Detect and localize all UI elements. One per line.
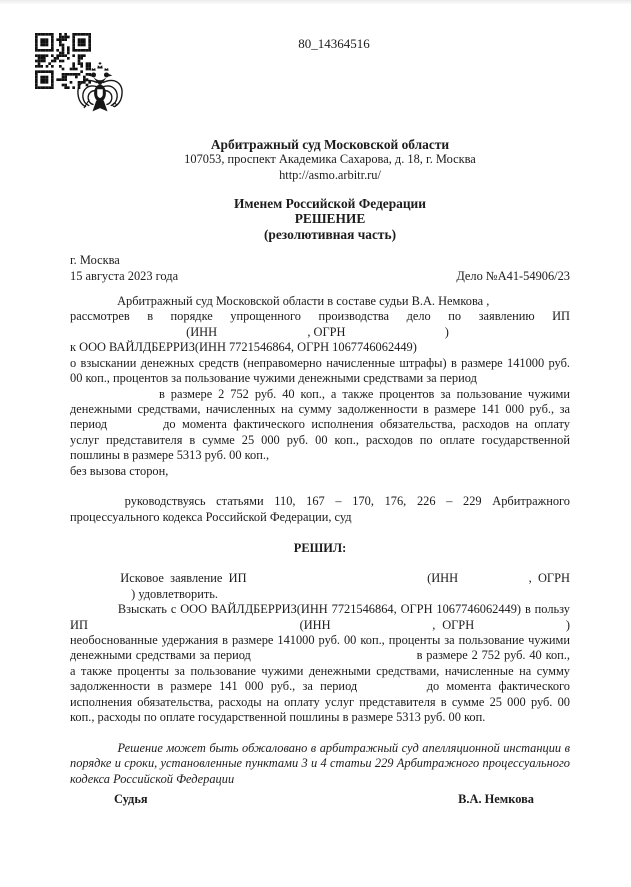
text-line: исполнения обязательства, расходы на оплату услуг представителя в сумме 25 000 руб. 00 xyxy=(70,694,570,709)
redacted-blank xyxy=(481,628,559,629)
court-name: Арбитражный суд Московской области xyxy=(210,136,450,152)
text-line: руководствуясь статьями 110, 167 – 170, 176, 226 – 229 Арбитражного xyxy=(70,494,570,509)
redacted-blank xyxy=(70,597,128,598)
redacted-blank xyxy=(220,335,304,336)
redacted-blank xyxy=(70,397,153,398)
redacted-blank xyxy=(364,689,419,690)
russia-coat-of-arms-icon xyxy=(73,61,127,121)
redacted-blank xyxy=(464,581,522,582)
text-line: процессуального кодекса Российской Федерации, суд xyxy=(70,509,352,524)
decision-subtitle: (резолютивная часть) xyxy=(263,226,397,242)
redacted-blank xyxy=(70,751,114,752)
blank-line xyxy=(70,525,570,540)
blank-line xyxy=(70,479,570,494)
court-header xyxy=(80,137,580,183)
case-number: Дело №А41-54906/23 xyxy=(456,268,570,283)
text-line: денежными средствами за период в размере 2 752 руб. 40 коп., xyxy=(70,648,570,663)
court-url: http://asmo.arbitr.ru/ xyxy=(279,167,381,182)
text-line: (ИНН , ОГРН ) xyxy=(70,325,570,340)
text-line: денежными средствами, начисленных на сумму задолженности в размере 141 000 руб., за xyxy=(70,401,570,416)
text-line: без вызова сторон, xyxy=(70,463,169,478)
judge-name: В.А. Немкова xyxy=(458,792,534,807)
text-line: ИП (ИНН , ОГРН ) xyxy=(70,617,570,632)
text-line: пошлины в размере 5313 руб. 00 коп., xyxy=(70,448,270,463)
city-line: г. Москва xyxy=(70,253,120,268)
text-line: коп., расходы по оплате государственной пошлины в размере 5313 руб. 00 коп. xyxy=(70,710,486,725)
decision-body xyxy=(70,294,570,787)
case-meta xyxy=(70,253,570,284)
decision-title: РЕШЕНИЕ xyxy=(294,211,366,227)
court-address: 107053, проспект Академика Сахарова, д. 18, г. Москва xyxy=(184,152,476,167)
text-line: Арбитражный суд Московской области в составе судьи В.А. Немкова , xyxy=(70,294,570,309)
text-line: Решение может быть обжаловано в арбитражный суд апелляционной инстанции в xyxy=(70,741,570,756)
decision-title-block xyxy=(80,196,580,242)
text-line: необоснованные удержания в размере 141000 руб. 00 коп., проценты за пользование чужими xyxy=(70,633,570,647)
date-line: 15 августа 2023 года xyxy=(70,268,179,283)
redacted-blank xyxy=(70,612,114,613)
text-line: к ООО ВАЙЛДБЕРРИЗ(ИНН 7721546864, ОГРН 1067746062449) xyxy=(70,340,417,355)
signature-row xyxy=(70,792,570,807)
redacted-blank xyxy=(70,504,114,505)
redacted-blank xyxy=(70,581,114,582)
text-line: 00 коп., процентов за пользование чужими денежными средствами за период xyxy=(70,371,477,386)
redacted-blank xyxy=(349,335,442,336)
redacted-blank xyxy=(70,304,114,305)
blank-line xyxy=(70,556,570,571)
judge-role-label: Судья xyxy=(114,792,148,807)
redacted-blank xyxy=(95,628,293,629)
redacted-blank xyxy=(114,427,157,428)
text-line: о взыскании денежных средств (неправомерно начисленные штрафы) в размере 141000 руб. xyxy=(70,355,570,370)
text-line: ) удовлетворить. xyxy=(70,587,570,602)
redacted-blank xyxy=(253,581,421,582)
text-line: Исковое заявление ИП (ИНН , ОГРН xyxy=(70,571,570,586)
blank-line xyxy=(70,725,570,740)
page-top-edge xyxy=(0,0,631,4)
text-line: в размере 2 752 руб. 40 коп., а также процентов за пользование чужими xyxy=(70,387,570,402)
text-line: Взыскать с ООО ВАЙЛДБЕРРИЗ(ИНН 7721546864, ОГРН 1067746062449) в пользу xyxy=(70,602,570,617)
redacted-blank xyxy=(255,658,413,659)
text-line: порядке и сроки, установленные пунктами 3 и 4 статьи 229 Арбитражного процессуального xyxy=(70,756,570,771)
document-number: 80_14364516 xyxy=(298,36,370,51)
text-line: а также проценты за пользование чужими денежными средствами, начисленные на сумму xyxy=(70,663,570,678)
text-line: РЕШИЛ: xyxy=(293,540,347,555)
text-line: кодекса Российской Федерации xyxy=(70,771,235,786)
in-the-name-line: Именем Российской Федерации xyxy=(234,196,426,212)
text-line: услуг представителя в сумме 25 000 руб. 00 коп., расходов по оплате государственной xyxy=(70,432,570,447)
text-line: рассмотрев в порядке упрощенного производства дело по заявлению ИП xyxy=(70,309,570,324)
text-line: период до момента фактического исполнения обязательства, расходов на оплату xyxy=(70,417,570,432)
text-line: задолженности в размере 141 000 руб., за период до момента фактического xyxy=(70,679,570,694)
redacted-blank xyxy=(337,628,425,629)
redacted-blank xyxy=(70,335,183,336)
